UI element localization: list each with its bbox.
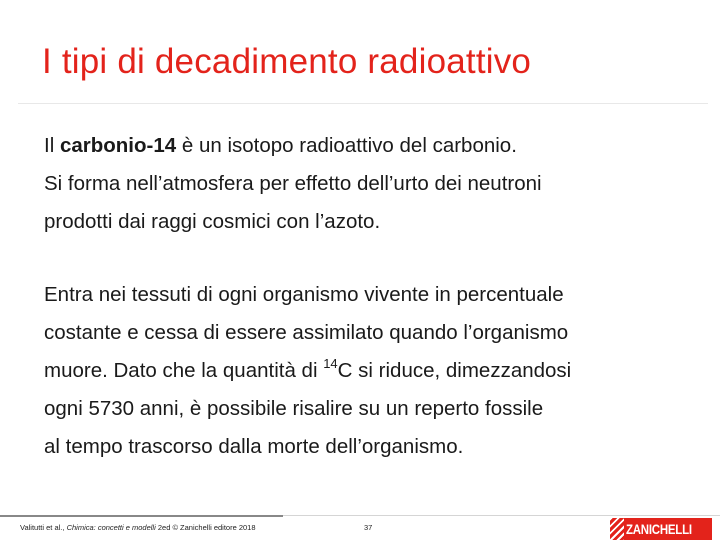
credit-text: 2ed © Zanichelli editore 2018 xyxy=(155,523,256,532)
text-span: è un isotopo radioattivo del carbonio. xyxy=(176,134,517,157)
slide-title: I tipi di decadimento radioattivo xyxy=(42,42,532,81)
text-span: Il xyxy=(44,134,60,157)
body-line: Si forma nell’atmosfera per effetto dell’urto dei neutroni xyxy=(44,172,542,195)
text-span: C si riduce, dimezzandosi xyxy=(337,359,572,382)
body-line xyxy=(44,352,704,390)
page-number: 37 xyxy=(364,523,373,532)
slide-body xyxy=(44,127,704,466)
credit-text: Valitutti et al., xyxy=(20,523,67,532)
body-line: prodotti dai raggi cosmici con l’azoto. xyxy=(44,210,381,233)
footer-accent-line xyxy=(0,515,283,517)
book-title: Chimica: concetti e modelli xyxy=(66,523,156,532)
body-line: ogni 5730 anni, è possibile risalire su un reperto fossile xyxy=(44,397,544,420)
zanichelli-logo xyxy=(610,518,712,540)
bold-term: carbonio-14 xyxy=(59,134,177,157)
body-line: al tempo trascorso dalla morte dell’organismo. xyxy=(44,435,464,458)
paragraph-gap xyxy=(44,241,704,276)
body-line: costante e cessa di essere assimilato quando l’organismo xyxy=(44,321,569,344)
text-span: muore. Dato che la quantità di xyxy=(44,359,324,382)
footer-credit xyxy=(20,523,256,532)
logo-stripes-icon xyxy=(610,518,624,540)
logo-text: ZANICHELLI xyxy=(626,521,692,537)
title-divider xyxy=(18,103,708,104)
superscript-mass-number: 14 xyxy=(323,356,338,372)
body-line xyxy=(44,127,704,165)
body-line: Entra nei tessuti di ogni organismo vivente in percentuale xyxy=(44,283,564,306)
